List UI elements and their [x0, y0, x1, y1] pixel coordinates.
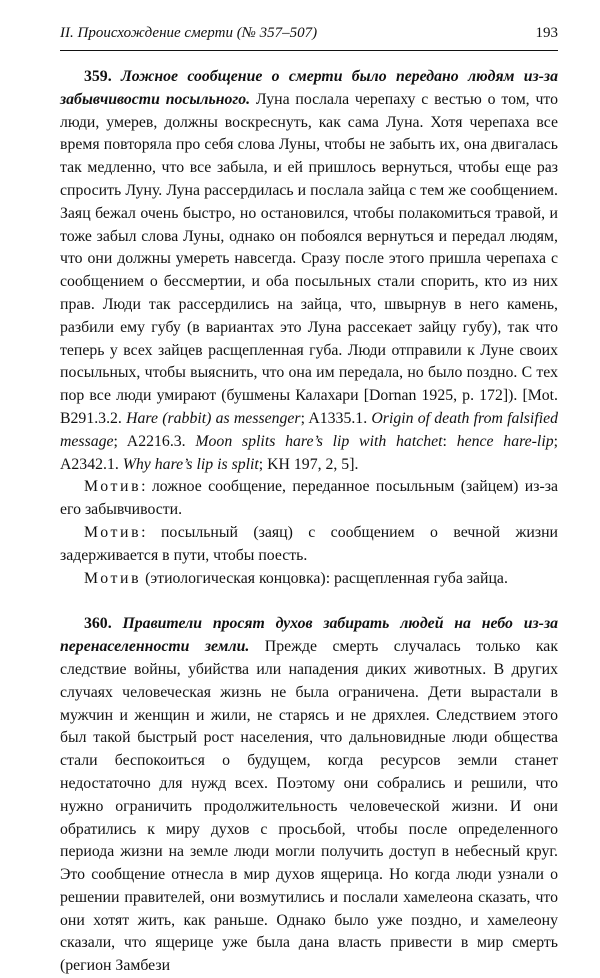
entry-359-motif-2	[60, 522, 558, 568]
entry-359-text: Луна послала черепаху с вестью о том, что люди, умерев, должны воскреснуть, как сама Луна. Хотя черепаха все время повторяла про себя слова Луны, чтобы не забыть их, она двигалась так медленно, что все забыла, и ей пришлось вернуться, чтобы еще раз спросить Луну. Луна рассердилась и послала зайца с тем же сообщением. Заяц бежал очень быстро, но остановился, чтобы полакомиться травой, и тоже забыл слова Луны, однако он побоялся вернуться и передал людям, что они должны умереть навсегда. Сразу после этого пришла черепаха с сообщением о бессмертии, и оба посыльных стали спорить, кто из них прав. Люди так рассердились на зайца, что, швырнув в него камень, разбили ему губу (в вариантах это Луна рассекает зайцу губу), так что теперь у всех зайцев расщепленная губа. Люди отправили к Луне своих посыльных, чтобы выяснить, что она им передала, но было поздно. С тех пор все люди умирают (бушмены Калахари [Dornan 1925, p. 172]). [Mot. B291.3.2.	[60, 90, 559, 427]
entry-359-paragraph	[60, 66, 558, 476]
page-body	[60, 66, 558, 978]
motif-1-text: : ложное сообщение, переданное посыльным (зайцем) из-за его забывчивости.	[60, 478, 558, 519]
entry-359-motif-ref-2: Origin of death from falsified message	[60, 409, 559, 450]
entry-359-number: 359.	[84, 68, 112, 85]
page-number: 193	[535, 25, 558, 41]
running-title: II. Происхождение смерти (№ 357–507)	[60, 25, 318, 41]
entry-359-sep-1: ; A1335.1.	[300, 409, 372, 427]
entry-gap	[60, 590, 558, 613]
entry-359-end: ; KH 197, 2, 5].	[258, 455, 359, 473]
entry-359-title: Ложное сообщение о смерти было передано людям из-за забывчивости посыльного.	[60, 68, 558, 108]
motif-label: Мотив	[84, 523, 142, 541]
motif-label: Мотив	[84, 478, 142, 496]
entry-359-motif-ref-1: Hare (rabbit) as messenger	[126, 409, 301, 427]
entry-359-motif-ref-3b: hence hare-lip	[456, 432, 554, 450]
header-rule	[60, 50, 558, 51]
entry-360-text: Прежде смерть случалась только как следствие войны, убийства или нападения диких животных. В других случаях человеческая жизнь не была ограничена. Дети вырастали в мужчин и женщин и жили, не старясь и не дряхлея. Следствием этого был такой быстрый рост населения, что дальновидные люди общества стали беспокоиться о будущем, когда ресурсов земли станет недостаточно для нужд всех. Поэтому они собрались и решили, что нужно ограничить продолжительность человеческой жизни. И они обратились к миру духов с просьбой, чтобы после определенного периода жизни на земле люди могли получить доступ в небесный круг. Это сообщение отнесла в мир духов ящерица. Но когда люди узнали о решении правителей, они возмутились и послали хамелеона сказать, что они хотят жить, как раньше. Однако было уже поздно, и хамелеону сказали, что ящерице уже была дана власть привести в мир смерть (регион Замбези	[60, 638, 558, 975]
motif-label: Мотив	[84, 569, 142, 587]
entry-359-motif-3	[60, 568, 558, 591]
entry-359-motif-1	[60, 476, 558, 522]
entry-359-motif-ref-4: Why hare’s lip is split	[122, 455, 259, 473]
entry-359-sep-3: :	[442, 432, 457, 450]
motif-2-text: : посыльный (заяц) с сообщением о вечной жизни задерживается в пути, чтобы поесть.	[60, 523, 558, 564]
entry-360-title: Правители просят духов забирать людей на небо из-за перенаселенности земли.	[60, 615, 559, 656]
entry-359-motif-ref-3a: Moon splits hare’s lip with hatchet	[195, 432, 443, 450]
running-header	[60, 24, 558, 42]
entry-359-sep-4: ; A2342.1.	[60, 432, 558, 473]
entry-360-number: 360.	[84, 615, 112, 633]
motif-3-text: (этиологическая концовка): расщепленная губа зайца.	[141, 569, 508, 587]
entry-360-paragraph	[60, 613, 558, 978]
entry-359-sep-2: ; A2216.3.	[113, 432, 196, 450]
